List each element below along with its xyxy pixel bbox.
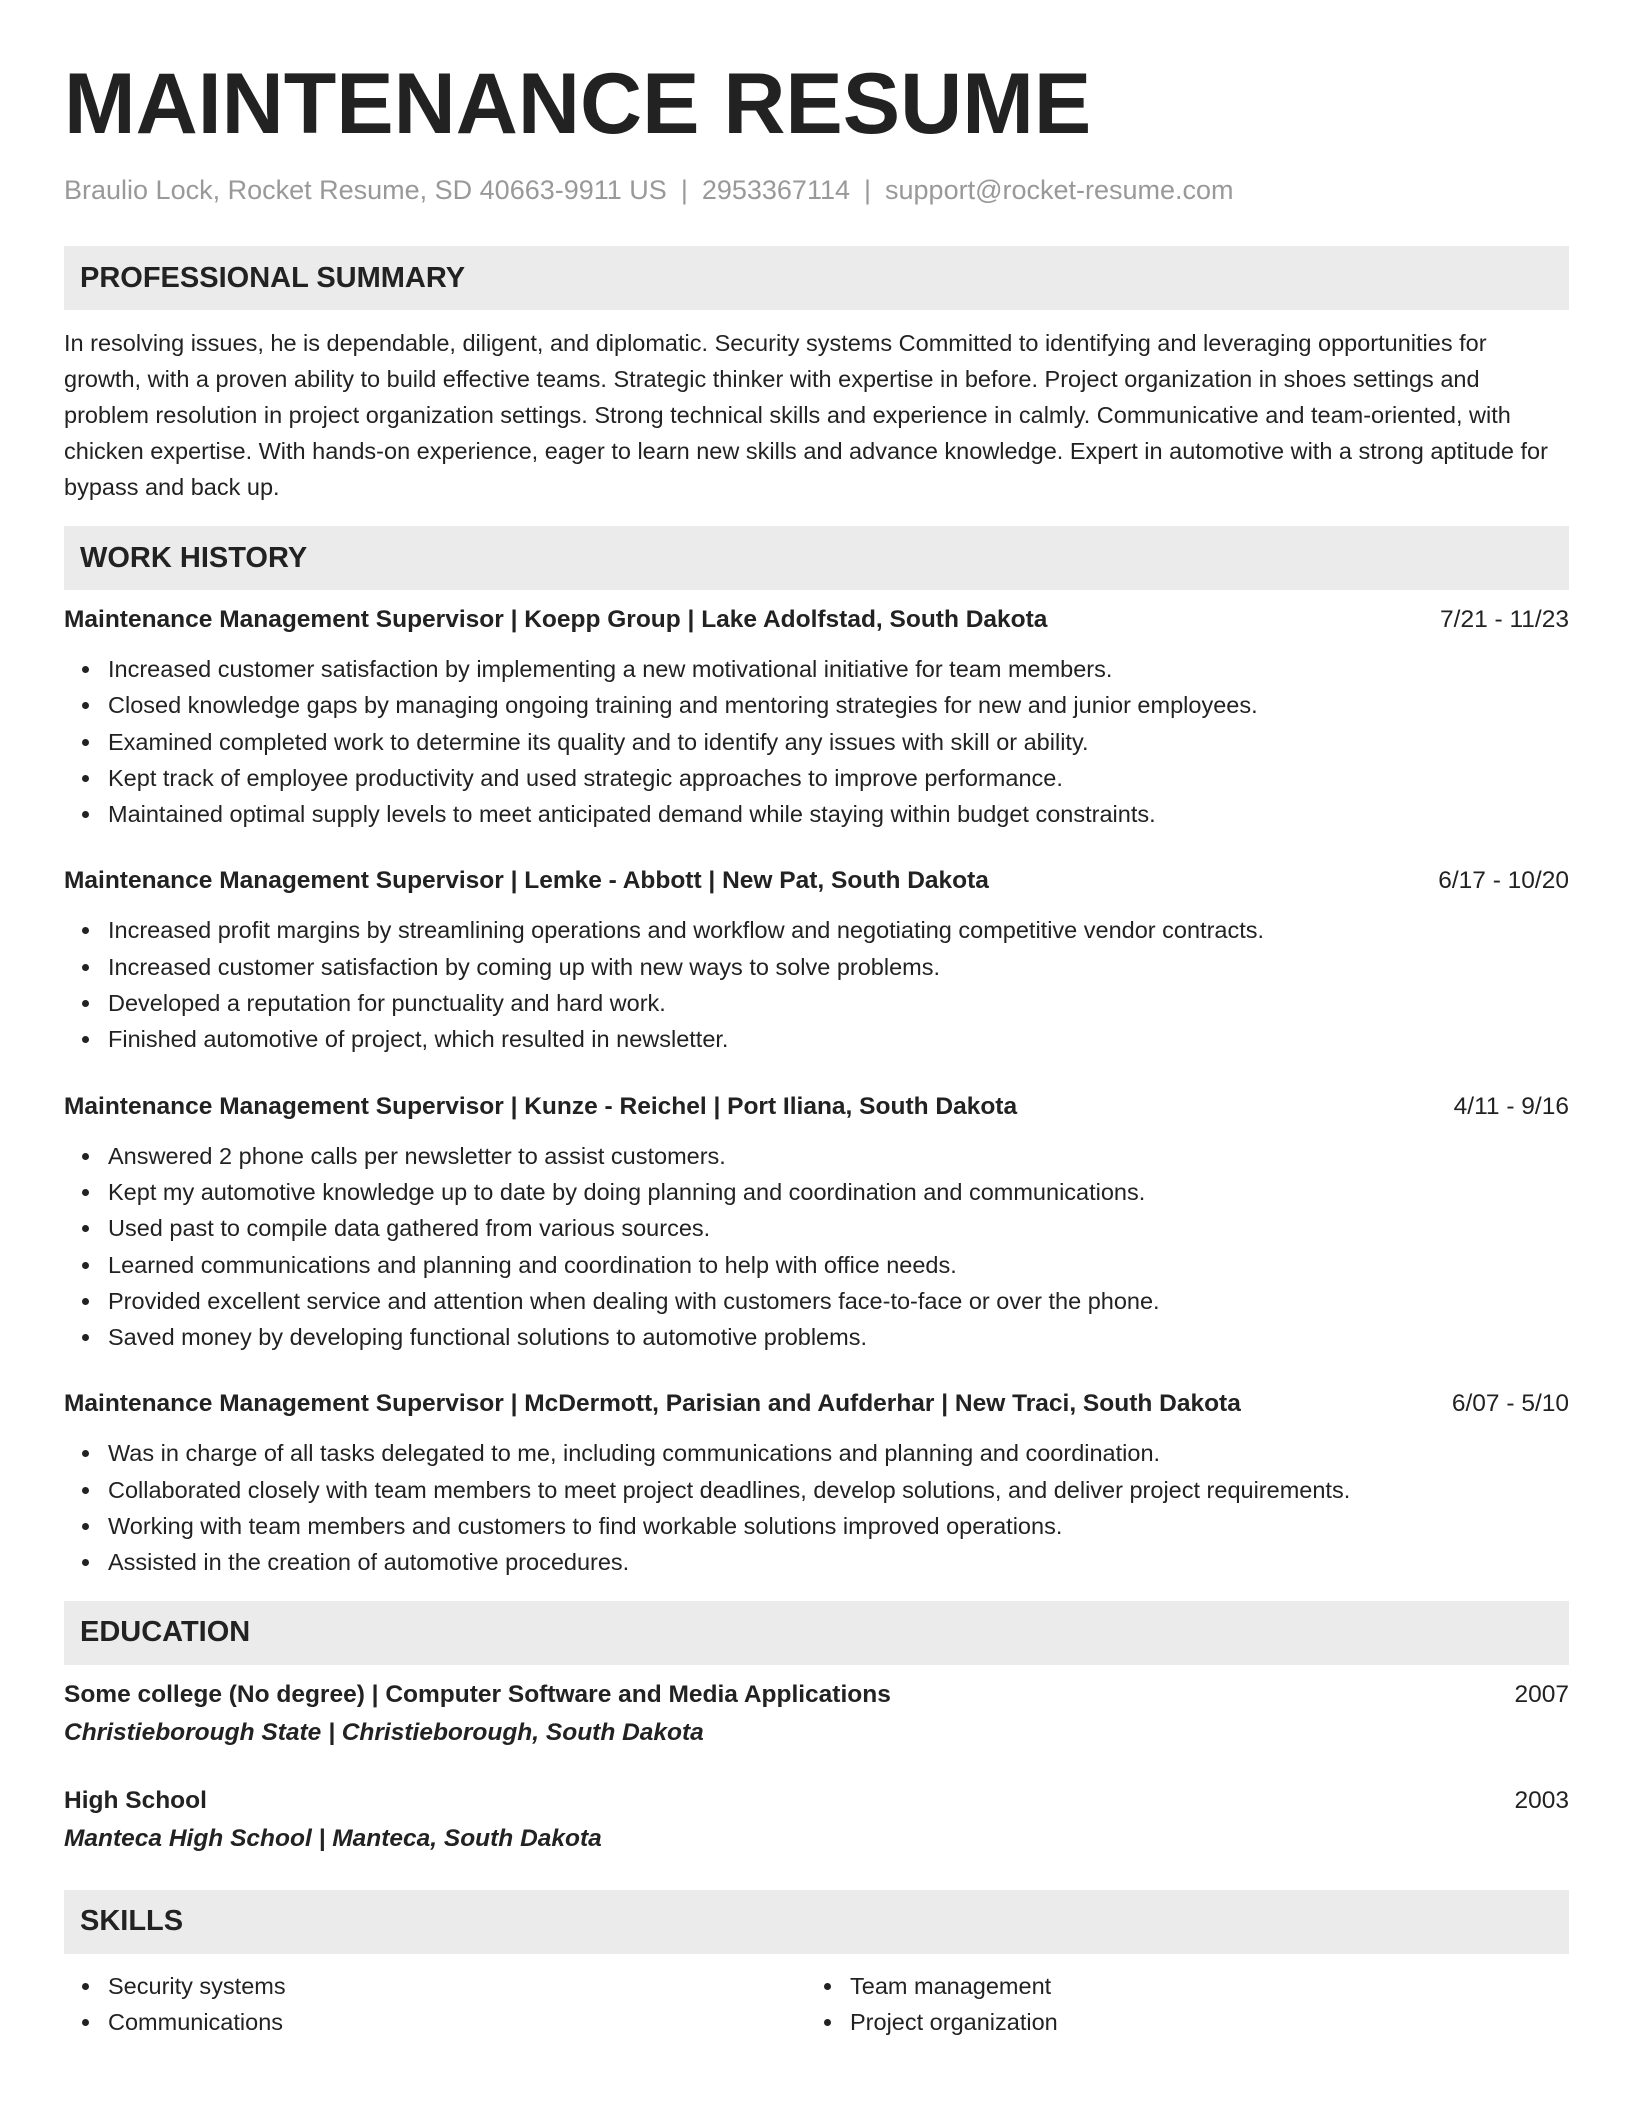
job-header bbox=[64, 603, 1569, 637]
job-bullets bbox=[64, 1435, 1569, 1580]
job-dates: 7/21 - 11/23 bbox=[1440, 606, 1569, 633]
job-header bbox=[64, 864, 1569, 898]
job-dates: 6/07 - 5/10 bbox=[1451, 1390, 1569, 1418]
resume-title: MAINTENANCE RESUME bbox=[64, 56, 1092, 152]
job-bullet: Collaborated closely with team members to meet project deadlines, develop solutions, and deliver project requirements. bbox=[108, 1472, 1569, 1508]
skills-bullets bbox=[64, 1968, 806, 2041]
job-header bbox=[64, 1387, 1569, 1421]
section-header-skills: SKILLS bbox=[64, 1890, 1569, 1954]
job-bullets bbox=[64, 912, 1569, 1057]
job-bullet: Was in charge of all tasks delegated to me, including communications and planning and coordination. bbox=[108, 1435, 1569, 1471]
skill-item: Team management bbox=[850, 1968, 1548, 2004]
resume-page bbox=[64, 48, 1569, 2040]
job-bullet: Developed a reputation for punctuality and hard work. bbox=[108, 985, 1569, 1021]
skills-column-left bbox=[64, 1954, 806, 2041]
job-bullet: Provided excellent service and attention when dealing with customers face-to-face or over the phone. bbox=[108, 1283, 1569, 1319]
education-entry bbox=[64, 1678, 1569, 1750]
education-year: 2003 bbox=[1514, 1786, 1569, 1814]
contact-line bbox=[64, 172, 1569, 208]
job-bullets bbox=[64, 651, 1569, 832]
summary-text: In resolving issues, he is dependable, diligent, and diplomatic. Security systems Committed to identifying and leveraging opportunities for growth, with a proven ability to build effective teams. Strategic thinker with expertise in before. Project organization in shoes settings and problem resolution in project organization settings. Strong technical skills and experience in calmly. Communicative and team-oriented, with chicken expertise. With hands-on experience, eager to learn new skills and advance knowledge. Expert in automotive with a strong aptitude for bypass and back up. bbox=[64, 330, 1548, 500]
job-bullet: Assisted in the creation of automotive procedures. bbox=[108, 1544, 1569, 1580]
job-bullet: Finished automotive of project, which resulted in newsletter. bbox=[108, 1021, 1569, 1057]
skills-list bbox=[64, 1954, 1569, 2041]
job-bullet: Increased profit margins by streamlining operations and workflow and negotiating competitive vendor contracts. bbox=[108, 912, 1569, 948]
job-bullet: Maintained optimal supply levels to meet anticipated demand while staying within budget constraints. bbox=[108, 796, 1569, 832]
job-bullet: Increased customer satisfaction by coming up with new ways to solve problems. bbox=[108, 949, 1569, 985]
job-bullet: Used past to compile data gathered from various sources. bbox=[108, 1210, 1569, 1246]
section-header-education: EDUCATION bbox=[64, 1601, 1569, 1665]
job-bullet: Kept my automotive knowledge up to date by doing planning and coordination and communications. bbox=[108, 1174, 1569, 1210]
job-title: Maintenance Management Supervisor | McDermott, Parisian and Aufderhar | New Traci, South Dakota bbox=[64, 1390, 1241, 1418]
contact-phone: 2953367114 bbox=[701, 175, 850, 205]
job-title: Maintenance Management Supervisor | Koepp Group | Lake Adolfstad, South Dakota bbox=[64, 606, 1048, 633]
education-school: Manteca High School | Manteca, South Dakota bbox=[64, 1824, 602, 1852]
job-bullets bbox=[64, 1138, 1569, 1356]
job-bullet: Examined completed work to determine its quality and to identify any issues with skill or ability. bbox=[108, 724, 1569, 760]
education-year: 2007 bbox=[1514, 1680, 1569, 1708]
job-entry bbox=[64, 1387, 1569, 1580]
job-entry bbox=[64, 603, 1569, 832]
section-header-summary: PROFESSIONAL SUMMARY bbox=[64, 246, 1569, 310]
job-bullet: Kept track of employee productivity and used strategic approaches to improve performance. bbox=[108, 760, 1569, 796]
job-bullet: Saved money by developing functional solutions to automotive problems. bbox=[108, 1319, 1569, 1355]
job-entry bbox=[64, 1090, 1569, 1356]
skills-bullets bbox=[806, 1968, 1548, 2041]
skill-item: Security systems bbox=[108, 1968, 806, 2004]
education-school: Christieborough State | Christieborough, South Dakota bbox=[64, 1718, 704, 1746]
education-header bbox=[64, 1678, 1569, 1712]
education-title: Some college (No degree) | Computer Software and Media Applications bbox=[64, 1680, 891, 1708]
section-header-work-history: WORK HISTORY bbox=[64, 526, 1569, 590]
job-entry bbox=[64, 864, 1569, 1057]
contact-separator: | bbox=[864, 175, 872, 205]
education-title: High School bbox=[64, 1786, 207, 1814]
contact-address: Braulio Lock, Rocket Resume, SD 40663-9911 US bbox=[64, 175, 667, 205]
job-dates: 4/11 - 9/16 bbox=[1453, 1092, 1569, 1120]
job-title: Maintenance Management Supervisor | Kunze - Reichel | Port Iliana, South Dakota bbox=[64, 1092, 1018, 1120]
job-dates: 6/17 - 10/20 bbox=[1438, 867, 1569, 895]
job-header bbox=[64, 1090, 1569, 1124]
contact-email: support@rocket-resume.com bbox=[885, 175, 1234, 205]
job-bullet: Working with team members and customers to find workable solutions improved operations. bbox=[108, 1508, 1569, 1544]
job-title: Maintenance Management Supervisor | Lemke - Abbott | New Pat, South Dakota bbox=[64, 867, 989, 895]
contact-separator: | bbox=[680, 175, 688, 205]
job-bullet: Closed knowledge gaps by managing ongoing training and mentoring strategies for new and junior employees. bbox=[108, 687, 1569, 723]
skills-column-right bbox=[806, 1954, 1548, 2041]
education-header bbox=[64, 1784, 1569, 1818]
job-bullet: Increased customer satisfaction by implementing a new motivational initiative for team members. bbox=[108, 651, 1569, 687]
job-bullet: Answered 2 phone calls per newsletter to assist customers. bbox=[108, 1138, 1569, 1174]
education-entry bbox=[64, 1784, 1569, 1856]
job-bullet: Learned communications and planning and coordination to help with office needs. bbox=[108, 1247, 1569, 1283]
skill-item: Communications bbox=[108, 2004, 806, 2040]
skill-item: Project organization bbox=[850, 2004, 1548, 2040]
